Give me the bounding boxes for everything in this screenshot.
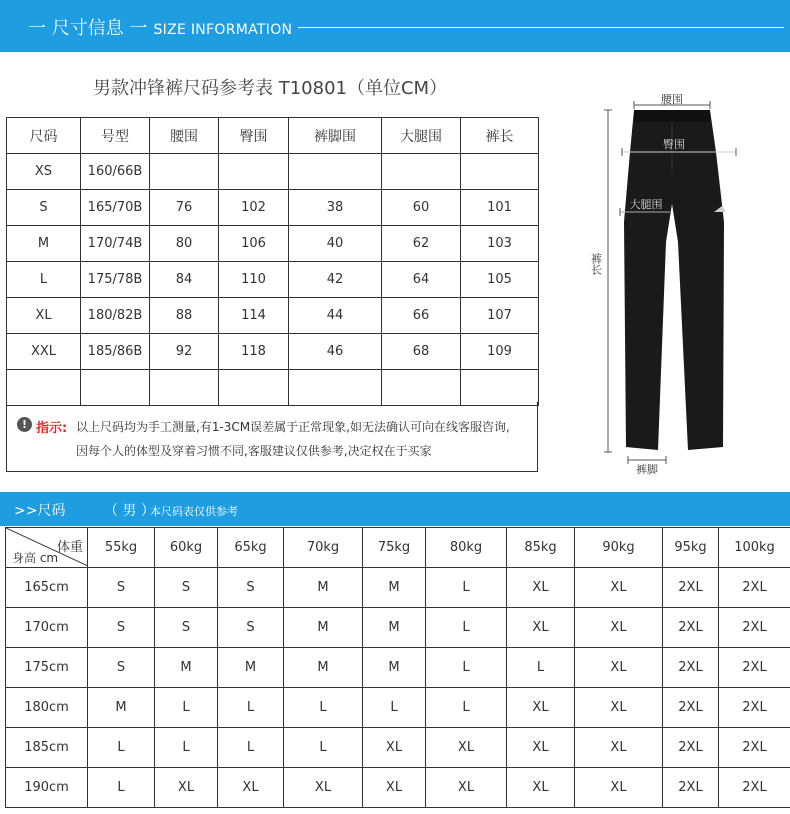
size-table-cell: 60 <box>382 190 461 226</box>
size-recommendation-cell: S <box>155 568 218 608</box>
label-hem: 裤脚 <box>636 463 658 476</box>
size-recommendation-cell: XL <box>363 768 426 808</box>
size-recommendation-cell: 2XL <box>663 728 719 768</box>
size-table-title: 男款冲锋裤尺码参考表 T10801（单位CM） <box>93 78 448 99</box>
size-recommendation-cell: L <box>218 728 284 768</box>
section-gender: （ 男 ） <box>104 503 155 519</box>
size-table-cell: 185/86B <box>81 334 150 370</box>
size-recommendation-cell: XL <box>155 768 218 808</box>
size-info-header <box>0 0 790 52</box>
label-waist: 腰围 <box>661 93 683 106</box>
height-cell: 190cm <box>6 768 88 808</box>
size-table-cell: 62 <box>382 226 461 262</box>
measurement-note <box>6 402 538 472</box>
size-table-cell: 160/66B <box>81 154 150 190</box>
size-table-cell: 103 <box>461 226 539 262</box>
size-table-cell <box>461 154 539 190</box>
size-recommendation-cell: XL <box>218 768 284 808</box>
size-recommendation-cell: M <box>218 648 284 688</box>
height-cell: 175cm <box>6 648 88 688</box>
table-row <box>7 226 539 262</box>
size-table-cell <box>219 154 289 190</box>
weight-header-cell: 90kg <box>575 528 663 568</box>
weight-header-cell: 55kg <box>88 528 155 568</box>
note-line-1: 以上尺码均为手工测量,有1-3CM误差属于正常现象,如无法确认可向在线客服咨询, <box>76 420 510 434</box>
weight-height-table <box>5 527 790 808</box>
size-table-header-cell: 腰围 <box>150 118 219 154</box>
size-recommendation-cell: XL <box>575 768 663 808</box>
size-recommendation-cell: XL <box>575 568 663 608</box>
size-table-cell <box>7 370 81 406</box>
size-table-cell: 46 <box>289 334 382 370</box>
size-recommendation-cell: L <box>284 688 363 728</box>
size-recommendation-cell: M <box>284 608 363 648</box>
header-divider <box>298 27 784 28</box>
size-table-header-row <box>7 118 539 154</box>
corner-weight-label: 体重 <box>56 540 83 555</box>
size-recommendation-cell: L <box>507 648 575 688</box>
size-table-cell: 76 <box>150 190 219 226</box>
size-table-cell: 165/70B <box>81 190 150 226</box>
size-table-cell: 40 <box>289 226 382 262</box>
size-table-cell <box>461 370 539 406</box>
size-recommendation-cell: 2XL <box>719 768 790 808</box>
size-recommendation-cell: 2XL <box>719 688 790 728</box>
height-cell: 170cm <box>6 608 88 648</box>
corner-height-label: 身高 cm <box>12 551 59 565</box>
size-recommendation-cell: S <box>88 648 155 688</box>
height-cell: 185cm <box>6 728 88 768</box>
size-table-cell <box>81 370 150 406</box>
size-recommendation-cell: 2XL <box>719 568 790 608</box>
size-recommendation-cell: XL <box>426 728 507 768</box>
size-recommendation-cell: 2XL <box>663 568 719 608</box>
size-recommendation-cell: XL <box>363 728 426 768</box>
pants-image <box>624 110 724 450</box>
size-table-cell: 44 <box>289 298 382 334</box>
size-recommendation-cell: L <box>426 648 507 688</box>
size-recommendation-cell: XL <box>575 608 663 648</box>
table-row <box>7 370 539 406</box>
weight-header-cell: 85kg <box>507 528 575 568</box>
size-table-cell: 42 <box>289 262 382 298</box>
size-table-header-cell: 裤长 <box>461 118 539 154</box>
size-recommendation-cell: L <box>155 728 218 768</box>
size-recommendation-cell: XL <box>284 768 363 808</box>
size-recommendation-cell: 2XL <box>719 608 790 648</box>
table-row <box>7 190 539 226</box>
size-table-cell: 106 <box>219 226 289 262</box>
size-recommendation-cell: M <box>284 648 363 688</box>
note-line-2: 因每个人的体型及穿着习惯不同,客服建议仅供参考,决定权在于买家 <box>76 444 432 458</box>
size-recommendation-cell: XL <box>507 608 575 648</box>
header-title-text: 一 尺寸信息 一 <box>28 18 148 39</box>
size-recommendation-cell: S <box>218 568 284 608</box>
size-table-cell <box>289 154 382 190</box>
pants-diagram <box>586 92 740 476</box>
size-recommendation-cell: M <box>155 648 218 688</box>
size-table-header-cell: 裤脚围 <box>289 118 382 154</box>
size-table-cell: 88 <box>150 298 219 334</box>
size-recommendation-cell: M <box>363 568 426 608</box>
height-cell: 165cm <box>6 568 88 608</box>
size-table-cell: 180/82B <box>81 298 150 334</box>
size-recommendation-cell: XL <box>575 688 663 728</box>
size-recommendation-cell: L <box>426 688 507 728</box>
size-recommendation-cell: 2XL <box>663 768 719 808</box>
size-table-cell: XS <box>7 154 81 190</box>
size-recommendation-cell: L <box>426 608 507 648</box>
weight-height-corner <box>6 528 88 568</box>
size-recommendation-cell: M <box>284 568 363 608</box>
size-table-cell: 84 <box>150 262 219 298</box>
table-row <box>7 262 539 298</box>
size-table-cell: 105 <box>461 262 539 298</box>
size-table-cell <box>219 370 289 406</box>
weight-table-header-row <box>6 528 790 568</box>
weight-header-cell: 75kg <box>363 528 426 568</box>
table-row <box>6 688 790 728</box>
size-table-cell: 38 <box>289 190 382 226</box>
size-table-cell <box>289 370 382 406</box>
weight-section-header <box>0 492 790 526</box>
size-table-cell <box>382 154 461 190</box>
table-row <box>6 728 790 768</box>
size-recommendation-cell: L <box>284 728 363 768</box>
size-table-cell: 92 <box>150 334 219 370</box>
size-table-cell: 64 <box>382 262 461 298</box>
table-row <box>6 568 790 608</box>
label-hip: 臀围 <box>663 138 685 151</box>
size-table-cell: 102 <box>219 190 289 226</box>
size-recommendation-cell: XL <box>575 648 663 688</box>
size-recommendation-cell: M <box>88 688 155 728</box>
size-recommendation-cell: S <box>88 568 155 608</box>
size-recommendation-cell: S <box>155 608 218 648</box>
size-table-cell: M <box>7 226 81 262</box>
weight-header-cell: 80kg <box>426 528 507 568</box>
size-table <box>6 117 539 406</box>
label-thigh: 大腿围 <box>629 198 663 211</box>
table-row <box>7 298 539 334</box>
size-table-cell: L <box>7 262 81 298</box>
size-table-cell: 110 <box>219 262 289 298</box>
section-nav-label: >>尺码 <box>14 503 66 519</box>
weight-header-cell: 95kg <box>663 528 719 568</box>
size-table-header-cell: 大腿围 <box>382 118 461 154</box>
table-row <box>6 768 790 808</box>
size-recommendation-cell: 2XL <box>663 648 719 688</box>
size-table-cell: 175/78B <box>81 262 150 298</box>
size-table-cell <box>150 154 219 190</box>
table-row <box>6 648 790 688</box>
size-recommendation-cell: XL <box>507 728 575 768</box>
size-table-cell: 66 <box>382 298 461 334</box>
size-recommendation-cell: 2XL <box>719 728 790 768</box>
size-recommendation-cell: M <box>363 608 426 648</box>
size-table-cell: 114 <box>219 298 289 334</box>
weight-header-cell: 70kg <box>284 528 363 568</box>
size-table-cell: 118 <box>219 334 289 370</box>
header-subtitle: SIZE INFORMATION <box>153 22 293 38</box>
size-table-cell: XL <box>7 298 81 334</box>
size-recommendation-cell: L <box>155 688 218 728</box>
header-title <box>28 14 292 40</box>
size-table-cell: 109 <box>461 334 539 370</box>
table-row <box>7 334 539 370</box>
size-table-cell: 68 <box>382 334 461 370</box>
size-recommendation-cell: L <box>88 768 155 808</box>
size-table-header-cell: 尺码 <box>7 118 81 154</box>
size-table-cell: 101 <box>461 190 539 226</box>
size-recommendation-cell: XL <box>507 688 575 728</box>
table-row <box>7 154 539 190</box>
weight-header-cell: 65kg <box>218 528 284 568</box>
size-recommendation-cell: 2XL <box>719 648 790 688</box>
size-table-cell: 80 <box>150 226 219 262</box>
size-recommendation-cell: L <box>363 688 426 728</box>
size-recommendation-cell: L <box>218 688 284 728</box>
exclamation-icon: ! <box>17 417 32 432</box>
size-table-cell <box>150 370 219 406</box>
height-cell: 180cm <box>6 688 88 728</box>
size-recommendation-cell: S <box>218 608 284 648</box>
weight-header-cell: 100kg <box>719 528 790 568</box>
size-table-cell: XXL <box>7 334 81 370</box>
size-table-cell: 170/74B <box>81 226 150 262</box>
size-recommendation-cell: S <box>88 608 155 648</box>
size-table-header-cell: 号型 <box>81 118 150 154</box>
section-note: 本尺码表仅供参考 <box>150 505 238 518</box>
note-label: 指示: <box>36 421 68 436</box>
size-recommendation-cell: XL <box>507 568 575 608</box>
size-table-header-cell: 臀围 <box>219 118 289 154</box>
weight-header-cell: 60kg <box>155 528 218 568</box>
size-recommendation-cell: L <box>426 568 507 608</box>
size-recommendation-cell: L <box>88 728 155 768</box>
table-row <box>6 608 790 648</box>
size-recommendation-cell: XL <box>426 768 507 808</box>
size-table-cell: S <box>7 190 81 226</box>
size-recommendation-cell: 2XL <box>663 688 719 728</box>
size-recommendation-cell: M <box>363 648 426 688</box>
size-recommendation-cell: XL <box>575 728 663 768</box>
label-length: 裤长 <box>589 253 603 275</box>
size-table-cell: 107 <box>461 298 539 334</box>
size-recommendation-cell: 2XL <box>663 608 719 648</box>
size-table-cell <box>382 370 461 406</box>
size-recommendation-cell: XL <box>507 768 575 808</box>
